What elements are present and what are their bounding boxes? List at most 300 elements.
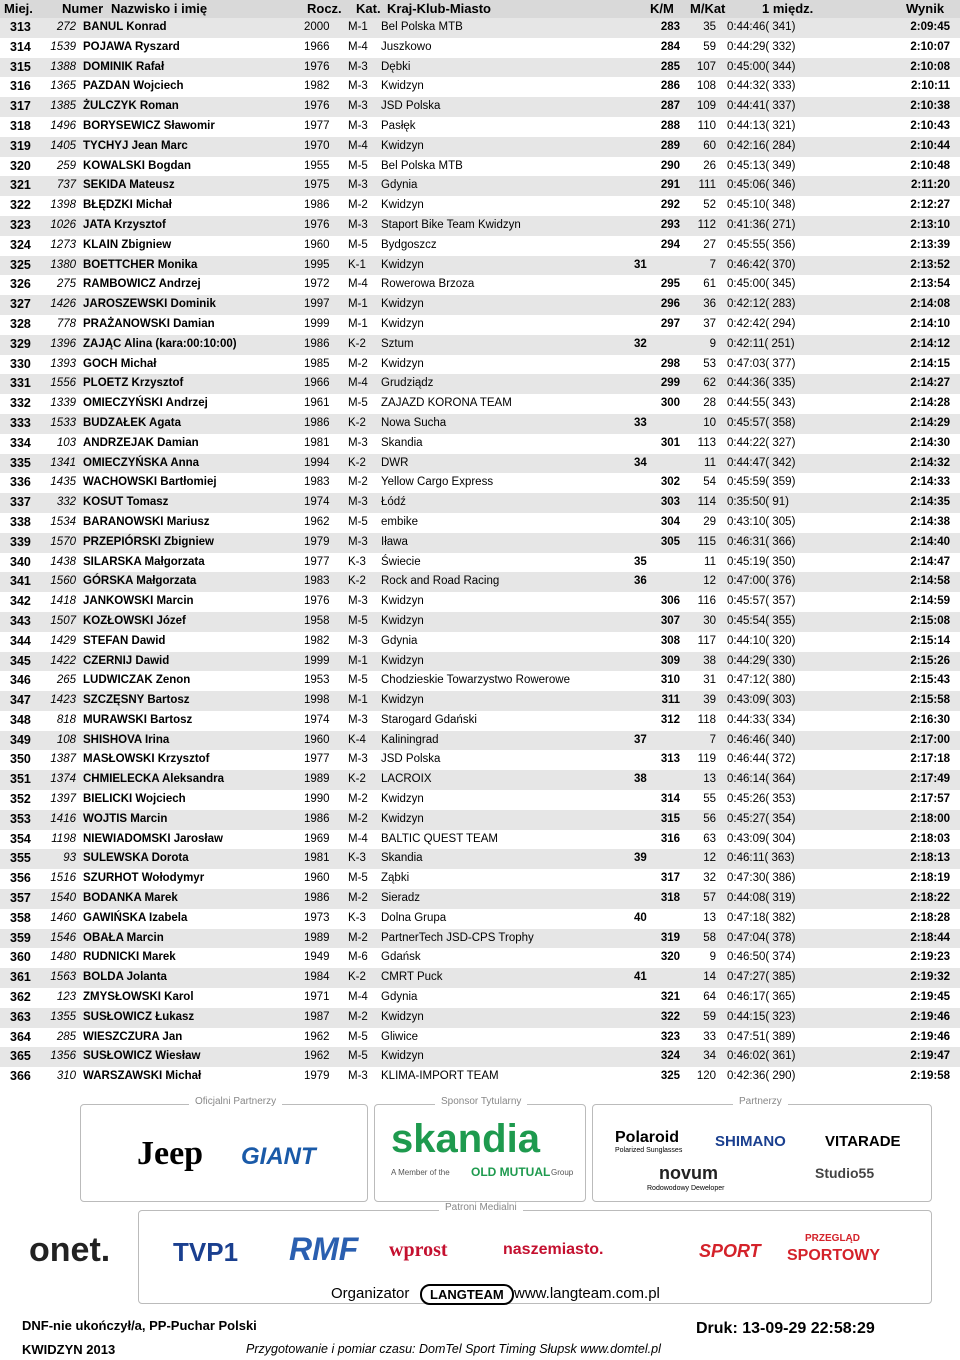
table-row bbox=[0, 652, 960, 672]
novum-logo: novum bbox=[659, 1163, 719, 1183]
skandia-subtitle: A Member of the bbox=[391, 1168, 450, 1177]
category: M-6 bbox=[348, 951, 368, 964]
bib-number: 1198 bbox=[51, 832, 76, 845]
split-time: 0:45:10( 348) bbox=[727, 199, 796, 212]
title-sponsor-label: Sponsor Tytularny bbox=[435, 1096, 527, 1107]
category-place: 108 bbox=[696, 80, 716, 93]
table-row bbox=[0, 869, 960, 889]
bib-number: 1460 bbox=[50, 911, 76, 924]
category: M-2 bbox=[348, 892, 368, 905]
category-place: 63 bbox=[703, 832, 716, 845]
men-place: 304 bbox=[660, 515, 680, 528]
men-place: 294 bbox=[660, 238, 680, 251]
bib-number: 778 bbox=[56, 317, 76, 330]
men-place: 317 bbox=[660, 872, 680, 885]
men-place: 284 bbox=[660, 40, 680, 53]
header-numer: Numer bbox=[62, 1, 104, 16]
category: M-3 bbox=[348, 100, 368, 113]
competitor-name: OMIECZYŃSKA Anna bbox=[83, 456, 200, 469]
birth-year: 1986 bbox=[304, 337, 330, 350]
men-place: 289 bbox=[660, 139, 680, 152]
competitor-name: BANUL Konrad bbox=[83, 21, 167, 33]
bib-number: 259 bbox=[56, 159, 76, 172]
table-row bbox=[0, 58, 960, 78]
result-time: 2:10:11 bbox=[910, 80, 950, 93]
place: 319 bbox=[10, 138, 31, 153]
table-row bbox=[0, 1047, 960, 1067]
bib-number: 1393 bbox=[50, 357, 76, 370]
club: Grudziądz bbox=[381, 377, 434, 390]
bib-number: 1563 bbox=[50, 971, 76, 984]
result-time: 2:14:27 bbox=[910, 377, 950, 390]
official-partners-label: Oficjalni Partnerzy bbox=[189, 1096, 282, 1107]
competitor-name: BŁĘDZKI Michał bbox=[83, 199, 172, 212]
men-place: 285 bbox=[660, 60, 680, 73]
table-row bbox=[0, 691, 960, 711]
category: M-5 bbox=[348, 614, 368, 627]
club: Kwidzyn bbox=[381, 595, 424, 608]
men-place: 312 bbox=[660, 713, 680, 726]
category-place: 116 bbox=[697, 595, 716, 608]
split-time: 0:45:19( 350) bbox=[727, 555, 796, 568]
category-place: 11 bbox=[704, 456, 716, 469]
men-place: 309 bbox=[660, 654, 680, 667]
club: Kwidzyn bbox=[381, 258, 424, 271]
men-place: 292 bbox=[660, 199, 680, 212]
split-time: 0:47:27( 385) bbox=[727, 971, 796, 984]
women-place: 32 bbox=[634, 337, 647, 350]
category-place: 55 bbox=[703, 793, 716, 806]
place: 356 bbox=[10, 871, 31, 886]
competitor-name: JANKOWSKI Marcin bbox=[83, 595, 194, 608]
table-row bbox=[0, 394, 960, 414]
category: K-2 bbox=[348, 575, 366, 588]
club: Skandia bbox=[381, 852, 423, 865]
result-time: 2:14:40 bbox=[910, 535, 950, 548]
competitor-name: MURAWSKI Bartosz bbox=[83, 713, 193, 726]
table-row bbox=[0, 553, 960, 573]
table-row bbox=[0, 533, 960, 553]
competitor-name: JATA Krzysztof bbox=[83, 218, 166, 231]
category: M-3 bbox=[348, 535, 368, 548]
birth-year: 1960 bbox=[304, 872, 330, 885]
women-place: 31 bbox=[634, 258, 647, 271]
bib-number: 1396 bbox=[50, 337, 76, 350]
birth-year: 1953 bbox=[304, 674, 330, 687]
competitor-name: SEKIDA Mateusz bbox=[83, 179, 175, 192]
bib-number: 1388 bbox=[50, 60, 76, 73]
competitor-name: BIELICKI Wojciech bbox=[83, 793, 186, 806]
competitor-name: WIESZCZURA Jan bbox=[83, 1030, 183, 1043]
bib-number: 1426 bbox=[50, 298, 76, 311]
organizer-website: www.langteam.com.pl bbox=[514, 1285, 660, 1302]
giant-logo: GIANT bbox=[241, 1143, 316, 1170]
competitor-name: NIEWIADOMSKI Jarosław bbox=[83, 832, 223, 845]
table-row bbox=[0, 256, 960, 276]
bib-number: 1423 bbox=[50, 694, 76, 707]
competitor-name: CHMIELECKA Aleksandra bbox=[83, 773, 225, 786]
competitor-name: POJAWA Ryszard bbox=[83, 40, 180, 53]
category: M-2 bbox=[348, 357, 368, 370]
women-place: 35 bbox=[634, 555, 647, 568]
place: 352 bbox=[10, 792, 31, 807]
wprost-logo: wprost bbox=[389, 1239, 448, 1261]
birth-year: 1990 bbox=[304, 793, 330, 806]
result-time: 2:10:43 bbox=[910, 119, 950, 132]
category-place: 113 bbox=[697, 436, 716, 449]
birth-year: 1958 bbox=[304, 614, 330, 627]
category-place: 57 bbox=[703, 892, 716, 905]
competitor-name: KOZŁOWSKI Józef bbox=[83, 614, 186, 627]
place: 320 bbox=[10, 158, 31, 173]
category-place: 53 bbox=[703, 357, 716, 370]
result-time: 2:12:27 bbox=[910, 199, 950, 212]
split-time: 0:44:22( 327) bbox=[727, 436, 796, 449]
partners-label: Partnerzy bbox=[733, 1096, 788, 1107]
split-time: 0:45:13( 349) bbox=[727, 159, 796, 172]
category-place: 119 bbox=[697, 753, 716, 766]
club: Kwidzyn bbox=[381, 317, 424, 330]
birth-year: 1977 bbox=[304, 555, 330, 568]
birth-year: 1962 bbox=[304, 1030, 330, 1043]
bib-number: 1480 bbox=[50, 951, 76, 964]
club: BALTIC QUEST TEAM bbox=[381, 832, 498, 845]
women-place: 41 bbox=[634, 971, 647, 984]
club: Rowerowa Brzoza bbox=[381, 278, 475, 291]
rmf-logo: RMF bbox=[289, 1231, 359, 1267]
category-place: 32 bbox=[703, 872, 716, 885]
place: 327 bbox=[10, 297, 31, 312]
category: M-4 bbox=[348, 139, 368, 152]
birth-year: 1977 bbox=[304, 753, 330, 766]
club: DWR bbox=[381, 456, 409, 469]
category-place: 56 bbox=[703, 812, 716, 825]
bib-number: 1516 bbox=[50, 872, 76, 885]
place: 358 bbox=[10, 910, 31, 925]
header-miej: Miej. bbox=[4, 1, 33, 16]
split-time: 0:47:03( 377) bbox=[727, 357, 796, 370]
bib-number: 1546 bbox=[50, 931, 76, 944]
club: CMRT Puck bbox=[381, 971, 443, 984]
birth-year: 1979 bbox=[304, 1070, 330, 1083]
men-place: 301 bbox=[660, 436, 680, 449]
category-place: 36 bbox=[703, 298, 716, 311]
place: 348 bbox=[10, 712, 31, 727]
split-time: 0:46:14( 364) bbox=[727, 773, 796, 786]
official-partners-box bbox=[80, 1096, 368, 1202]
split-time: 0:41:36( 271) bbox=[727, 218, 796, 231]
men-place: 293 bbox=[660, 218, 680, 231]
table-row bbox=[0, 948, 960, 968]
place: 361 bbox=[10, 970, 31, 985]
bib-number: 1570 bbox=[50, 535, 76, 548]
header-mkat: M/Kat bbox=[690, 1, 726, 16]
category: M-2 bbox=[348, 1010, 368, 1023]
category-place: 39 bbox=[703, 694, 716, 707]
competitor-name: WARSZAWSKI Michał bbox=[83, 1070, 202, 1083]
competitor-name: GOCH Michał bbox=[83, 357, 157, 370]
birth-year: 1955 bbox=[304, 159, 330, 172]
bib-number: 1026 bbox=[50, 218, 76, 231]
place: 338 bbox=[10, 514, 31, 529]
club: Kwidzyn bbox=[381, 298, 424, 311]
skandia-logo: skandia bbox=[391, 1117, 540, 1161]
bib-number: 1435 bbox=[50, 476, 76, 489]
competitor-name: OBAŁA Marcin bbox=[83, 931, 164, 944]
birth-year: 1997 bbox=[304, 298, 330, 311]
category-place: 37 bbox=[703, 317, 716, 330]
club: Bel Polska MTB bbox=[381, 159, 463, 172]
birth-year: 1976 bbox=[304, 218, 330, 231]
split-time: 0:44:13( 321) bbox=[727, 119, 796, 132]
birth-year: 1960 bbox=[304, 733, 330, 746]
category-place: 12 bbox=[703, 575, 716, 588]
table-row bbox=[0, 414, 960, 434]
split-time: 0:45:26( 353) bbox=[727, 793, 796, 806]
category: M-1 bbox=[348, 654, 368, 667]
jeep-logo: Jeep bbox=[137, 1135, 204, 1172]
category: M-3 bbox=[348, 595, 368, 608]
category: K-4 bbox=[348, 733, 366, 746]
club: Bel Polska MTB bbox=[381, 21, 463, 33]
club: Dolna Grupa bbox=[381, 911, 447, 924]
club: Bydgoszcz bbox=[381, 238, 437, 251]
table-row bbox=[0, 137, 960, 157]
table-row bbox=[0, 731, 960, 751]
club: Nowa Sucha bbox=[381, 416, 447, 429]
table-row bbox=[0, 810, 960, 830]
category: M-2 bbox=[348, 199, 368, 212]
split-time: 0:45:57( 358) bbox=[727, 416, 796, 429]
result-time: 2:14:12 bbox=[910, 337, 950, 350]
bib-number: 1416 bbox=[50, 812, 76, 825]
bib-number: 108 bbox=[56, 733, 76, 746]
category-place: 9 bbox=[709, 337, 716, 350]
split-time: 0:44:10( 320) bbox=[727, 634, 796, 647]
men-place: 297 bbox=[660, 317, 680, 330]
place: 330 bbox=[10, 356, 31, 371]
table-row bbox=[0, 374, 960, 394]
club: Dębki bbox=[381, 60, 411, 73]
category-place: 59 bbox=[703, 1010, 716, 1023]
women-place: 40 bbox=[634, 911, 647, 924]
men-place: 324 bbox=[660, 1050, 680, 1063]
result-time: 2:19:46 bbox=[910, 1030, 950, 1043]
men-place: 295 bbox=[660, 278, 680, 291]
birth-year: 1994 bbox=[304, 456, 330, 469]
category-place: 34 bbox=[703, 1050, 716, 1063]
bib-number: 1374 bbox=[50, 773, 76, 786]
table-row bbox=[0, 592, 960, 612]
shimano-logo: SHIMANO bbox=[715, 1133, 786, 1150]
result-time: 2:15:14 bbox=[910, 634, 950, 647]
result-time: 2:18:03 bbox=[910, 832, 950, 845]
competitor-name: SULEWSKA Dorota bbox=[83, 852, 189, 865]
birth-year: 1986 bbox=[304, 892, 330, 905]
men-place: 323 bbox=[660, 1030, 680, 1043]
men-place: 306 bbox=[660, 595, 680, 608]
competitor-name: ANDRZEJAK Damian bbox=[83, 436, 199, 449]
competitor-name: STEFAN Dawid bbox=[83, 634, 166, 647]
split-time: 0:45:55( 356) bbox=[727, 238, 796, 251]
table-row bbox=[0, 335, 960, 355]
category-place: 33 bbox=[703, 1030, 716, 1043]
table-row bbox=[0, 18, 960, 38]
split-time: 0:44:36( 335) bbox=[727, 377, 796, 390]
table-row bbox=[0, 454, 960, 474]
competitor-name: PAZDAN Wojciech bbox=[83, 80, 184, 93]
women-place: 38 bbox=[634, 773, 647, 786]
place: 326 bbox=[10, 277, 31, 292]
split-time: 0:44:15( 323) bbox=[727, 1010, 796, 1023]
split-time: 0:42:16( 284) bbox=[727, 139, 796, 152]
result-time: 2:14:58 bbox=[910, 575, 950, 588]
birth-year: 1999 bbox=[304, 654, 330, 667]
category: K-2 bbox=[348, 773, 366, 786]
men-place: 290 bbox=[660, 159, 680, 172]
result-time: 2:11:20 bbox=[910, 179, 950, 192]
result-time: 2:16:30 bbox=[910, 713, 950, 726]
footer-event: KWIDZYN 2013 bbox=[22, 1342, 116, 1357]
men-place: 315 bbox=[660, 812, 680, 825]
table-row bbox=[0, 612, 960, 632]
split-time: 0:44:29( 330) bbox=[727, 654, 796, 667]
place: 365 bbox=[10, 1049, 31, 1064]
bib-number: 310 bbox=[56, 1070, 76, 1083]
table-row bbox=[0, 97, 960, 117]
sponsors-section bbox=[29, 1096, 930, 1315]
men-place: 291 bbox=[660, 179, 680, 192]
result-time: 2:10:07 bbox=[910, 40, 950, 53]
bib-number: 1534 bbox=[50, 515, 76, 528]
club: Yellow Cargo Express bbox=[381, 476, 494, 489]
men-place: 314 bbox=[660, 793, 680, 806]
split-time: 0:47:30( 386) bbox=[727, 872, 796, 885]
place: 340 bbox=[10, 554, 31, 569]
bib-number: 1540 bbox=[50, 892, 76, 905]
category: M-3 bbox=[348, 80, 368, 93]
club: Kwidzyn bbox=[381, 139, 424, 152]
category: K-2 bbox=[348, 337, 366, 350]
result-time: 2:18:00 bbox=[910, 812, 950, 825]
category-place: 61 bbox=[703, 278, 716, 291]
category-place: 109 bbox=[696, 100, 716, 113]
split-time: 0:46:17( 365) bbox=[727, 991, 796, 1004]
birth-year: 1982 bbox=[304, 634, 330, 647]
competitor-name: ZAJĄC Alina (kara:00:10:00) bbox=[83, 337, 237, 350]
category: M-3 bbox=[348, 436, 368, 449]
header-wynik: Wynik bbox=[906, 1, 945, 16]
place: 331 bbox=[10, 376, 31, 391]
competitor-name: LUDWICZAK Zenon bbox=[83, 674, 191, 687]
naszemiasto-logo: naszemiasto. bbox=[503, 1241, 604, 1258]
category: M-3 bbox=[348, 179, 368, 192]
result-time: 2:19:47 bbox=[910, 1050, 950, 1063]
birth-year: 1983 bbox=[304, 476, 330, 489]
place: 357 bbox=[10, 891, 31, 906]
category-place: 52 bbox=[703, 199, 716, 212]
category: M-4 bbox=[348, 832, 368, 845]
competitor-name: BARANOWSKI Mariusz bbox=[83, 515, 210, 528]
category: M-2 bbox=[348, 476, 368, 489]
club: Sieradz bbox=[381, 892, 420, 905]
category: M-5 bbox=[348, 515, 368, 528]
category-place: 28 bbox=[703, 397, 716, 410]
bib-number: 1355 bbox=[50, 1010, 76, 1023]
place: 350 bbox=[10, 752, 31, 767]
category-place: 31 bbox=[703, 674, 716, 687]
competitor-name: SUSŁOWICZ Łukasz bbox=[83, 1010, 195, 1023]
result-time: 2:19:46 bbox=[910, 1010, 950, 1023]
category: M-3 bbox=[348, 634, 368, 647]
table-row bbox=[0, 117, 960, 137]
przeglad-sportowy-logo: SPORTOWY bbox=[787, 1247, 881, 1264]
place: 318 bbox=[10, 118, 31, 133]
women-place: 37 bbox=[634, 733, 647, 746]
place: 344 bbox=[10, 633, 31, 648]
club: JSD Polska bbox=[381, 100, 441, 113]
competitor-name: RAMBOWICZ Andrzej bbox=[83, 278, 201, 291]
result-time: 2:15:58 bbox=[910, 694, 950, 707]
result-time: 2:14:15 bbox=[910, 357, 950, 370]
category-place: 13 bbox=[703, 773, 716, 786]
club: Iława bbox=[381, 535, 408, 548]
category-place: 62 bbox=[703, 377, 716, 390]
split-time: 0:43:10( 305) bbox=[727, 515, 796, 528]
result-time: 2:13:10 bbox=[910, 218, 950, 231]
place: 345 bbox=[10, 653, 31, 668]
category: M-2 bbox=[348, 812, 368, 825]
result-time: 2:13:52 bbox=[910, 258, 950, 271]
category: M-3 bbox=[348, 496, 368, 509]
club: embike bbox=[381, 515, 419, 528]
split-time: 0:42:12( 283) bbox=[727, 298, 796, 311]
category-place: 29 bbox=[703, 515, 716, 528]
category: M-5 bbox=[348, 397, 368, 410]
split-time: 0:42:11( 251) bbox=[727, 337, 795, 350]
bib-number: 1496 bbox=[50, 119, 76, 132]
place: 324 bbox=[10, 237, 31, 252]
place: 314 bbox=[10, 39, 31, 54]
club: Skandia bbox=[381, 436, 423, 449]
split-time: 0:44:29( 332) bbox=[727, 40, 796, 53]
competitor-name: SILARSKA Małgorzata bbox=[83, 555, 205, 568]
category-place: 35 bbox=[703, 21, 716, 33]
bib-number: 818 bbox=[56, 713, 76, 726]
competitor-name: SZURHOT Wołodymyr bbox=[83, 872, 205, 885]
vitarade-logo: VITARADE bbox=[825, 1133, 901, 1150]
club: Kwidzyn bbox=[381, 80, 424, 93]
competitor-name: PRZEPIÓRSKI Zbigniew bbox=[83, 535, 214, 548]
split-time: 0:45:27( 354) bbox=[727, 812, 796, 825]
result-time: 2:10:08 bbox=[910, 60, 950, 73]
category-place: 7 bbox=[709, 733, 716, 746]
split-time: 0:47:18( 382) bbox=[727, 911, 796, 924]
split-time: 0:47:51( 389) bbox=[727, 1030, 796, 1043]
table-row bbox=[0, 295, 960, 315]
men-place: 313 bbox=[660, 753, 680, 766]
men-place: 305 bbox=[660, 535, 680, 548]
place: 333 bbox=[10, 415, 31, 430]
split-time: 0:45:00( 344) bbox=[727, 60, 796, 73]
footer-print-date: Druk: 13-09-29 22:58:29 bbox=[696, 1320, 875, 1337]
polaroid-subtitle: Polarized Sunglasses bbox=[615, 1147, 683, 1154]
place: 317 bbox=[10, 99, 31, 114]
table-row bbox=[0, 711, 960, 731]
category-place: 26 bbox=[703, 159, 716, 172]
competitor-name: WACHOWSKI Bartłomiej bbox=[83, 476, 217, 489]
birth-year: 1989 bbox=[304, 931, 330, 944]
